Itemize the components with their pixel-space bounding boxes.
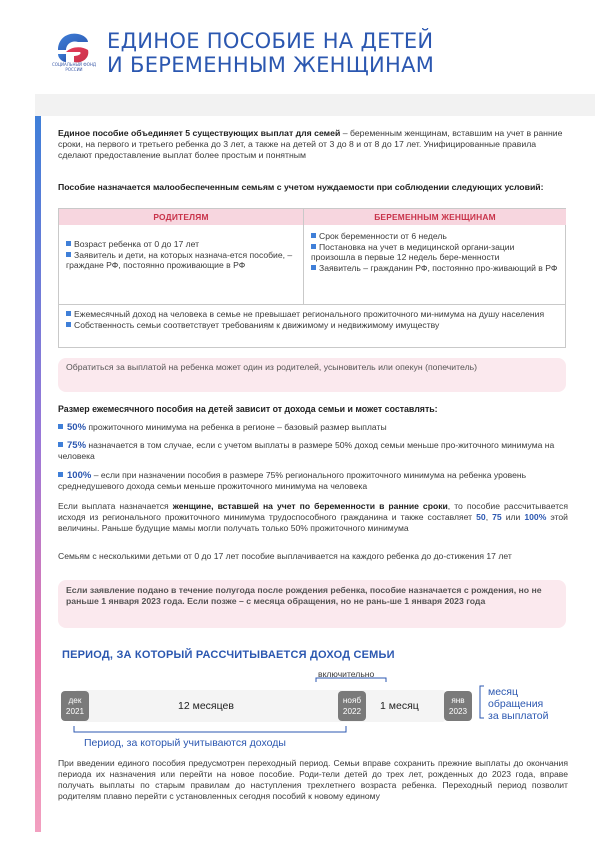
- intro-rest: – беременным женщинам, вставшим на учет в ранние сроки, на первого и третьего ребенка до 3 лет, а также на детей от 3 до 8 и от 8 до 17 лет. Унифицированные правила сделают предоставление выплат более простым и понятным: [58, 128, 563, 160]
- income-period-label: Период, за который учитываются доходы: [84, 737, 286, 749]
- text-run: Если выплата назначается: [58, 501, 173, 511]
- month-chip-nov-2022: нояб 2022: [338, 691, 366, 721]
- income-period-bracket: [74, 726, 346, 732]
- logo-caption: СОЦИАЛЬНЫЙ ФОНД РОССИИ: [51, 62, 97, 72]
- intro-bold: Единое пособие объединяет 5 существующих выплат для семей: [58, 128, 341, 138]
- parents-column-header: РОДИТЕЛЯМ: [59, 209, 304, 225]
- level-percent: 50%: [67, 422, 87, 433]
- pregnant-column-header: БЕРЕМЕННЫМ ЖЕНЩИНАМ: [304, 209, 566, 225]
- text-bold-run: женщине, вставшей на учет по беременности в ранние сроки: [172, 501, 448, 511]
- transition-paragraph: При введении единого пособия предусмотрен переходный период. Семьи вправе сохранить прежние выплаты до окончания периода их назначения или перейти на новое пособие. Роди-тели детей до трех лет, рожденных до 2023 года, вправе получать выплаты по старым правилам до наступления трехлетнего возраста ребенка. Переходный период позволит родителям плавно перейти с установленных сегодня пособий к новому единому: [58, 758, 568, 801]
- size-heading: Размер ежемесячного пособия на детей зависит от дохода семьи и может составлять:: [58, 404, 438, 414]
- percent-value: 100%: [524, 512, 547, 522]
- list-item: Постановка на учет в медицинской органи-зации произошла в первые 12 недель бере-менности: [311, 241, 515, 263]
- application-month-label: месяц обращения за выплатой: [488, 686, 549, 722]
- period-title: ПЕРИОД, ЗА КОТОРЫЙ РАССЧИТЫВАЕТСЯ ДОХОД СЕМЬИ: [62, 649, 395, 661]
- level-text: прожиточного минимума на ребенка в регионе – базовый размер выплаты: [86, 422, 387, 432]
- level-percent: 75%: [67, 440, 87, 451]
- month-chip-dec-2021: дек 2021: [61, 691, 89, 721]
- level-text: назначается в том случае, если с учетом выплаты в размере 50% доход семьи меньше про-житочного минимума на человека: [58, 440, 555, 461]
- application-month-bracket: [480, 686, 484, 718]
- percent-value: 50: [476, 512, 486, 522]
- deadline-note: Если заявление подано в течение полугода после рождения ребенка, пособие назначается с рождения, но не раньше 1 января 2023 года. Если позже – с месяца обращения, но не рань-ше 1 января 2023 года: [58, 580, 566, 628]
- conditions-heading: Пособие назначается малообеспеченным семьям с учетом нуждаемости при соблюдении следующих условий:: [58, 182, 544, 192]
- page-title-line-1: ЕДИНОЕ ПОСОБИЕ НА ДЕТЕЙ: [107, 29, 434, 53]
- text-run: этой величины. Раньше будущие мамы могли получать только 50% прожиточного минимума: [58, 512, 568, 533]
- multi-children-paragraph: Семьям с несколькими детьми от 0 до 17 лет пособие выплачивается на каждого ребенка до до-стижения 17 лет: [58, 551, 512, 561]
- list-item: Заявитель – гражданин РФ, постоянно про-живающий в РФ: [311, 263, 560, 274]
- inclusive-bracket: [316, 678, 386, 682]
- level-text: – если при назначении пособия в размере 75% регионального прожиточного минимума на ребенка уровень среднедушевого дохода семьи меньше прожиточного минимума на человека: [58, 470, 527, 491]
- inclusive-label: включительно: [318, 669, 375, 679]
- level-percent: 100%: [67, 470, 92, 481]
- list-item: Заявитель и дети, на которых назнача-ется пособие, – граждане РФ, постоянно проживающие в РФ: [66, 249, 293, 271]
- list-item: Собственность семьи соответствует требованиям к движимому и недвижимому имуществу: [66, 320, 560, 331]
- text-run: , то пособие рассчитывается исходя из регионального прожиточного минимума трудоспособного гражданина и также составляет: [58, 501, 568, 522]
- list-item: Возраст ребенка от 0 до 17 лет: [66, 239, 297, 250]
- page-title-line-2: И БЕРЕМЕННЫМ ЖЕНЩИНАМ: [107, 53, 435, 77]
- one-month-label: 1 месяц: [380, 700, 419, 712]
- percent-value: 75: [492, 512, 502, 522]
- twelve-months-label: 12 месяцев: [178, 700, 234, 712]
- applicant-note: Обратиться за выплатой на ребенка может один из родителей, усыновитель или опекун (попечитель): [58, 358, 566, 392]
- text-run: или: [501, 512, 525, 522]
- month-chip-jan-2023: янв 2023: [444, 691, 472, 721]
- list-item: Срок беременности от 6 недель: [311, 231, 560, 242]
- list-item: Ежемесячный доход на человека в семье не превышает регионального прожиточного ми-нимума на душу населения: [66, 309, 560, 320]
- text-run: ,: [485, 512, 493, 522]
